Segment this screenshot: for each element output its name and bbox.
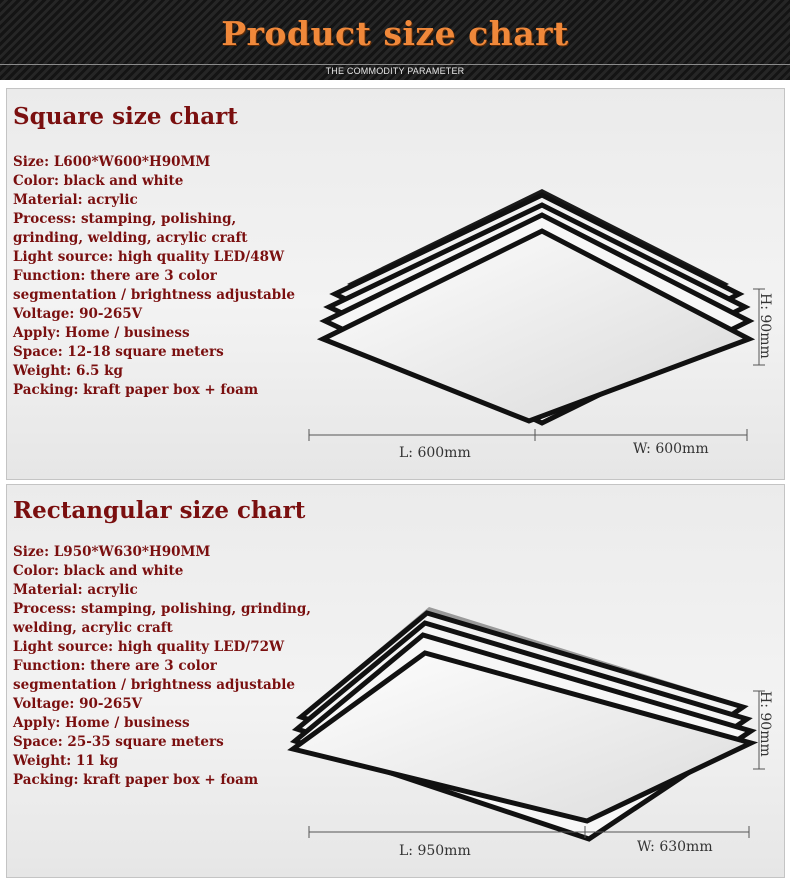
spec-line: Voltage: 90-265V bbox=[13, 306, 143, 322]
spec-line: Function: there are 3 color bbox=[13, 658, 217, 674]
spec-line: Size: L950*W630*H90MM bbox=[13, 544, 211, 560]
spec-line: segmentation / brightness adjustable bbox=[13, 287, 295, 303]
spec-line: Voltage: 90-265V bbox=[13, 696, 143, 712]
rectangular-size-panel bbox=[6, 484, 785, 878]
spec-line: segmentation / brightness adjustable bbox=[13, 677, 295, 693]
spec-line: Weight: 6.5 kg bbox=[13, 363, 123, 379]
spec-line: Weight: 11 kg bbox=[13, 753, 119, 769]
spec-line: Space: 25-35 square meters bbox=[13, 734, 224, 750]
spec-line: Function: there are 3 color bbox=[13, 268, 217, 284]
spec-line: grinding, welding, acrylic craft bbox=[13, 230, 248, 246]
spec-line: Light source: high quality LED/72W bbox=[13, 639, 285, 655]
spec-line: Material: acrylic bbox=[13, 192, 138, 208]
page-title: Product size chart bbox=[221, 14, 569, 53]
spec-line: Process: stamping, polishing, grinding, bbox=[13, 601, 311, 617]
header-banner bbox=[0, 0, 790, 80]
height-label: H: 90mm bbox=[757, 293, 773, 359]
width-label: W: 630mm bbox=[637, 839, 713, 855]
spec-line: Material: acrylic bbox=[13, 582, 138, 598]
height-label: H: 90mm bbox=[757, 691, 773, 757]
lamp-diffuser bbox=[323, 231, 749, 421]
spec-line: Apply: Home / business bbox=[13, 715, 190, 731]
rectangular-panel-title: Rectangular size chart bbox=[13, 497, 306, 524]
square-lamp-drawing bbox=[7, 89, 784, 479]
rectangular-lamp-drawing bbox=[7, 485, 784, 877]
square-size-panel bbox=[6, 88, 785, 480]
spec-line: Process: stamping, polishing, bbox=[13, 211, 237, 227]
spec-line: Packing: kraft paper box + foam bbox=[13, 772, 259, 788]
header-divider bbox=[0, 64, 790, 65]
spec-line: Packing: kraft paper box + foam bbox=[13, 382, 259, 398]
spec-line: Size: L600*W600*H90MM bbox=[13, 154, 211, 170]
spec-line: Space: 12-18 square meters bbox=[13, 344, 224, 360]
spec-line: welding, acrylic craft bbox=[13, 620, 173, 636]
spec-line: Apply: Home / business bbox=[13, 325, 190, 341]
length-label: L: 950mm bbox=[399, 843, 471, 859]
square-panel-title: Square size chart bbox=[13, 103, 238, 130]
page-subtitle: THE COMMODITY PARAMETER bbox=[325, 66, 465, 76]
length-label: L: 600mm bbox=[399, 445, 471, 461]
spec-line: Color: black and white bbox=[13, 563, 184, 579]
width-label: W: 600mm bbox=[633, 441, 709, 457]
spec-line: Color: black and white bbox=[13, 173, 184, 189]
spec-line: Light source: high quality LED/48W bbox=[13, 249, 285, 265]
